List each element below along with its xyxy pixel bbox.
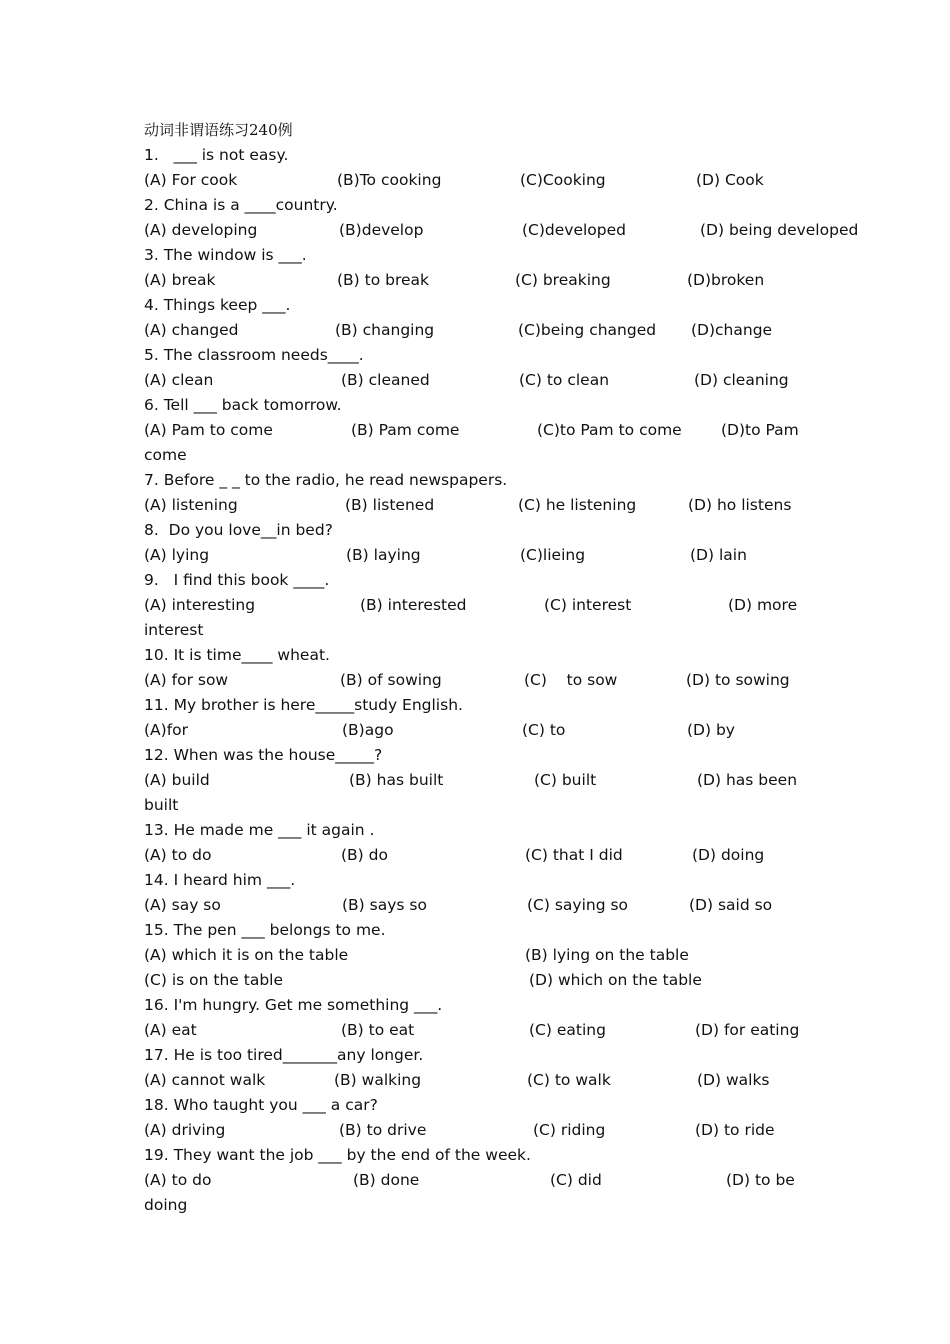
option-row [144, 1168, 864, 1193]
answer-option: (D) has been [697, 771, 798, 789]
option-row [144, 1018, 864, 1043]
option-row [144, 768, 864, 793]
answer-option: (D) to sowing [686, 671, 790, 689]
answer-option: (B) do [341, 846, 388, 864]
option-row [144, 368, 864, 393]
answer-option: (C) to [522, 721, 566, 739]
answer-option: (C) to clean [519, 371, 610, 389]
answer-option: (B) to break [337, 271, 430, 289]
answer-option: (C) interest [544, 596, 632, 614]
answer-option: (A) interesting [144, 596, 256, 614]
answer-option: (D) ho listens [688, 496, 792, 514]
option-row [144, 543, 864, 568]
question-text: 2. China is a ____country. [144, 196, 338, 214]
question-text: 9. I find this book ____. [144, 571, 330, 589]
answer-option: (D)to Pam [721, 421, 799, 439]
option-row [144, 718, 864, 743]
question-text: 5. The classroom needs____. [144, 346, 364, 364]
answer-option: (B) says so [342, 896, 427, 914]
option-row [144, 943, 864, 968]
answer-option: (C) built [534, 771, 597, 789]
answer-option: (B) Pam come [351, 421, 460, 439]
answer-option: (B) of sowing [340, 671, 442, 689]
answer-option: (A) changed [144, 321, 239, 339]
option-row [144, 168, 864, 193]
question-text: 10. It is time____ wheat. [144, 646, 330, 664]
answer-option: (B) cleaned [341, 371, 430, 389]
answer-option: (C)Cooking [520, 171, 606, 189]
question-text: 17. He is too tired_______any longer. [144, 1046, 424, 1064]
answer-option: (B) interested [360, 596, 467, 614]
answer-option: (A)for [144, 721, 189, 739]
option-row [144, 1068, 864, 1093]
answer-option: (D)broken [687, 271, 765, 289]
answer-option: (B) done [353, 1171, 420, 1189]
option-row [144, 968, 864, 993]
answer-option: (B) to eat [341, 1021, 415, 1039]
answer-option: (D) Cook [696, 171, 764, 189]
answer-option: (A) break [144, 271, 216, 289]
answer-option: (D)change [691, 321, 773, 339]
option-row [144, 1118, 864, 1143]
answer-option: (A) lying [144, 546, 210, 564]
question-text: 13. He made me ___ it again . [144, 821, 375, 839]
answer-option: (C)being changed [518, 321, 657, 339]
answer-option: (D) said so [689, 896, 773, 914]
answer-option: (B) lying on the table [525, 946, 689, 964]
option-row [144, 893, 864, 918]
option-row [144, 593, 864, 618]
answer-option: (B)To cooking [337, 171, 442, 189]
answer-option: (D) by [687, 721, 735, 739]
answer-option: (A) to do [144, 846, 212, 864]
question-text: 16. I'm hungry. Get me something ___. [144, 996, 443, 1014]
answer-option: (A) for sow [144, 671, 229, 689]
answer-option: (D) which on the table [529, 971, 702, 989]
question-text: 18. Who taught you ___ a car? [144, 1096, 378, 1114]
answer-option: (D) to ride [695, 1121, 775, 1139]
answer-option: (C) to sow [524, 671, 618, 689]
question-text: 8. Do you love__in bed? [144, 521, 333, 539]
answer-option: (C) is on the table [144, 971, 284, 989]
option-continuation: come [144, 446, 187, 464]
answer-option: (B) changing [335, 321, 435, 339]
exercise-page [144, 118, 864, 1218]
answer-option: (B) to drive [339, 1121, 427, 1139]
answer-option: (D) being developed [700, 221, 859, 239]
option-row [144, 843, 864, 868]
question-list [144, 143, 864, 1218]
answer-option: (C)lieing [520, 546, 586, 564]
answer-option: (A) Pam to come [144, 421, 273, 439]
option-row [144, 418, 864, 443]
answer-option: (C) eating [529, 1021, 606, 1039]
page-title: 动词非谓语练习240例 [144, 121, 293, 139]
answer-option: (D) walks [697, 1071, 770, 1089]
question-text: 19. They want the job ___ by the end of the week. [144, 1146, 531, 1164]
answer-option: (A) cannot walk [144, 1071, 266, 1089]
question-text: 6. Tell ___ back tomorrow. [144, 396, 342, 414]
answer-option: (A) build [144, 771, 210, 789]
answer-option: (A) which it is on the table [144, 946, 349, 964]
answer-option: (C) riding [533, 1121, 606, 1139]
answer-option: (C) saying so [527, 896, 629, 914]
answer-option: (A) eat [144, 1021, 197, 1039]
question-text: 3. The window is ___. [144, 246, 307, 264]
question-text: 4. Things keep ___. [144, 296, 291, 314]
answer-option: (B)develop [339, 221, 424, 239]
question-text: 1. ___ is not easy. [144, 146, 289, 164]
question-text: 14. I heard him ___. [144, 871, 296, 889]
option-row [144, 493, 864, 518]
answer-option: (B) walking [334, 1071, 422, 1089]
option-row [144, 668, 864, 693]
option-continuation: doing [144, 1196, 188, 1214]
option-continuation: interest [144, 621, 204, 639]
answer-option: (A) to do [144, 1171, 212, 1189]
answer-option: (D) cleaning [694, 371, 789, 389]
answer-option: (C) to walk [527, 1071, 611, 1089]
answer-option: (B)ago [342, 721, 394, 739]
answer-option: (D) to be [726, 1171, 795, 1189]
answer-option: (A) clean [144, 371, 214, 389]
answer-option: (D) doing [692, 846, 765, 864]
question-text: 7. Before _ _ to the radio, he read newspapers. [144, 471, 508, 489]
answer-option: (B) listened [345, 496, 435, 514]
answer-option: (D) lain [690, 546, 747, 564]
question-text: 11. My brother is here_____study English. [144, 696, 463, 714]
answer-option: (A) say so [144, 896, 221, 914]
answer-option: (A) listening [144, 496, 238, 514]
answer-option: (C)developed [522, 221, 627, 239]
question-text: 15. The pen ___ belongs to me. [144, 921, 386, 939]
answer-option: (C) that I did [525, 846, 623, 864]
answer-option: (D) for eating [695, 1021, 800, 1039]
answer-option: (C)to Pam to come [537, 421, 682, 439]
answer-option: (B) has built [349, 771, 444, 789]
option-row [144, 268, 864, 293]
option-row [144, 318, 864, 343]
answer-option: (C) he listening [518, 496, 637, 514]
answer-option: (D) more [728, 596, 798, 614]
answer-option: (B) laying [346, 546, 421, 564]
answer-option: (C) did [550, 1171, 602, 1189]
answer-option: (A) developing [144, 221, 258, 239]
answer-option: (C) breaking [515, 271, 611, 289]
answer-option: (A) For cook [144, 171, 238, 189]
option-row [144, 218, 864, 243]
option-continuation: built [144, 796, 179, 814]
question-text: 12. When was the house_____? [144, 746, 383, 764]
answer-option: (A) driving [144, 1121, 226, 1139]
